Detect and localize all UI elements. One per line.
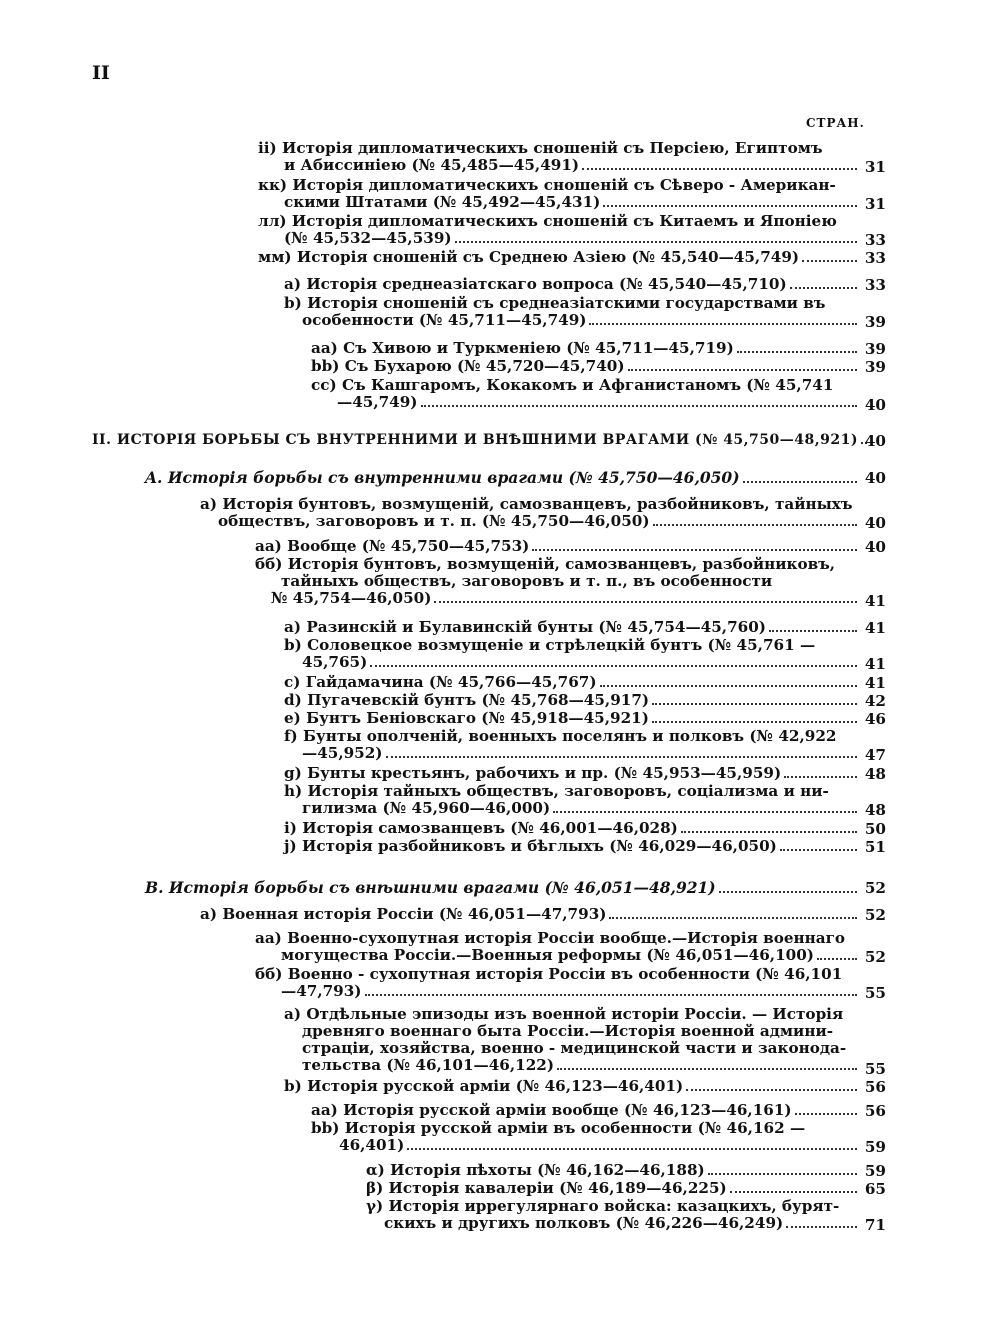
page-ref: 52 [864,906,886,924]
toc-entry [284,728,860,762]
toc-entry-line: тельства (№ 46,101—46,122) [302,1056,555,1074]
toc-entry-line: аа) Вообще (№ 45,750—45,753) [255,537,530,555]
page-ref: 40 [864,514,886,532]
toc-entry [258,249,860,266]
toc-entry-line: a) Исторія бунтовъ, возмущеній, самозванцевъ, разбойниковъ, тайныхъ [200,495,853,513]
toc-subsection-heading [145,469,860,487]
toc-entry [284,710,860,727]
toc-entry [284,295,860,329]
toc-entry [255,930,860,964]
toc-entry-line: bb) Исторія русской арміи въ особенности (№ 46,162 — [311,1119,806,1137]
toc-entry [284,619,860,636]
page-ref: 55 [864,1060,886,1078]
toc-entry-line: d) Пугачевскій бунтъ (№ 45,768—45,917) [284,691,650,709]
page-ref: 33 [864,231,886,249]
page-ref: 51 [864,838,886,856]
toc-entry-line: древняго военнаго быта Россіи.—Исторія военной админи- [302,1022,834,1040]
toc-entry [311,340,860,357]
page-column-label: СТРАН. [806,116,865,130]
toc-entry-line: (№ 45,532—45,539) [284,229,452,247]
toc-entry-line: № 45,754—46,050) [271,589,432,607]
toc-entry-line: ii) Исторія дипломатическихъ сношеній съ Персіею, Египтомъ [258,139,823,157]
page-ref: 33 [864,276,886,294]
toc-entry-line: e) Бунтъ Беніовскаго (№ 45,918—45,921) [284,709,649,727]
page-ref: 40 [864,396,886,414]
toc-entry [258,177,860,211]
toc-entry-line: тайныхъ обществъ, заговоровъ и т. п., въ особенности [281,572,773,590]
toc-entry-line: b) Соловецкое возмущеніе и стрѣлецкій бунтъ (№ 45,761 — [284,636,816,654]
toc-entry [258,213,860,247]
toc-entry [284,1006,860,1074]
toc-entry-line: b) Исторія русской арміи (№ 46,123—46,401) [284,1077,684,1095]
page-ref: 39 [864,340,886,358]
page-ref: 41 [864,655,886,673]
toc-entry-line: особенности (№ 45,711—45,749) [302,311,587,329]
page-number: II [92,62,110,84]
toc-entry-line: i) Исторія самозванцевъ (№ 46,001—46,028) [284,819,678,837]
toc-entry-line: f) Бунты ополченій, военныхъ поселянъ и полковъ (№ 42,922 [284,727,837,745]
page-ref: 46 [864,710,886,728]
toc-entry-line: cc) Съ Кашгаромъ, Кокакомъ и Афганистаномъ (№ 45,741 [311,376,834,394]
toc-entry [284,783,860,817]
toc-entry-line: и Абиссиніею (№ 45,485—45,491) [284,156,580,174]
page-ref: 65 [864,1180,886,1198]
toc-entry [284,820,860,837]
toc-section-heading [92,432,860,449]
toc-entry-line: скихъ и другихъ полковъ (№ 46,226—46,249) [384,1214,784,1232]
toc-entry-line: γ) Исторія иррегулярнаго войска: казацкихъ, бурят- [366,1197,840,1215]
toc-entry [311,377,860,411]
toc-entry-line: j) Исторія разбойниковъ и бѣглыхъ (№ 46,029—46,050) [284,837,777,855]
toc-entry-line: II. ИСТОРІЯ БОРЬБЫ СЪ ВНУТРЕННИМИ И ВНѢШНИМИ ВРАГАМИ (№ 45,750—48,921) [92,432,858,448]
page-ref: 59 [864,1162,886,1180]
toc-entry [284,1078,860,1095]
toc-entry [284,674,860,691]
toc-entry [284,838,860,855]
toc-entry-line: кк) Исторія дипломатическихъ сношеній съ Сѣверо - Американ- [258,176,836,194]
toc-entry-line: аа) Военно-сухопутная исторія Россіи вообще.—Исторія военнаго [255,929,846,947]
page-ref: 39 [864,358,886,376]
toc-entry-line: скими Штатами (№ 45,492—45,431) [284,193,601,211]
toc-subsection-heading [145,879,860,897]
toc-entry-line: страціи, хозяйства, военно - медицинской части и законода- [302,1039,847,1057]
toc-entry [311,1102,860,1119]
page-ref: 56 [864,1078,886,1096]
toc-entry [258,140,860,174]
toc-entry-line: 46,401) [339,1136,405,1154]
toc-entry [284,637,860,671]
toc-entry-line: h) Исторія тайныхъ обществъ, заговоровъ, соціализма и ни- [284,782,829,800]
toc-entry [255,966,860,1000]
toc-entry [255,538,860,555]
toc-entry-line: —47,793) [281,982,362,1000]
toc-entry-line: g) Бунты крестьянъ, рабочихъ и пр. (№ 45,953—45,959) [284,764,782,782]
page-ref: 40 [864,432,886,450]
page-ref: 48 [864,801,886,819]
page-ref: 31 [864,195,886,213]
page-ref: 52 [864,879,886,897]
toc-entry-line: гилизма (№ 45,960—46,000) [302,799,551,817]
toc-entry-line: обществъ, заговоровъ и т. п. (№ 45,750—46,050) [218,512,650,530]
page-ref: 59 [864,1138,886,1156]
toc-entry-line: мм) Исторія сношеній съ Среднею Азіею (№ 45,540—45,749) [258,248,800,266]
toc-entry [255,556,860,607]
toc-entry-line: a) Отдѣльные эпизоды изъ военной исторіи Россіи. — Исторія [284,1005,844,1023]
toc-entry [366,1198,860,1232]
toc-entry [284,692,860,709]
page-ref: 40 [864,538,886,556]
page-ref: 40 [864,469,886,487]
toc-entry-line: b) Исторія сношеній съ среднеазіатскими государствами въ [284,294,826,312]
toc-entry-line: a) Разинскій и Булавинскій бунты (№ 45,754—45,760) [284,618,766,636]
toc-entry [200,906,860,923]
page-ref: 50 [864,820,886,838]
toc-entry [284,765,860,782]
toc-entry-line: —45,749) [337,393,418,411]
toc-entry-line: B. Исторія борьбы съ внѣшними врагами (№ 46,051—48,921) [145,878,716,897]
toc-entry [366,1180,860,1197]
page-ref: 41 [864,674,886,692]
page-ref: 71 [864,1216,886,1234]
toc-entry-line: bb) Съ Бухарою (№ 45,720—45,740) [311,357,625,375]
page-ref: 39 [864,313,886,331]
page-ref: 33 [864,249,886,267]
page-ref: 52 [864,948,886,966]
toc-entry-line: —45,952) [302,744,383,762]
page-ref: 42 [864,692,886,710]
page-ref: 41 [864,592,886,610]
toc-entry-line: a) Исторія среднеазіатскаго вопроса (№ 45,540—45,710) [284,275,787,293]
page-ref: 48 [864,765,886,783]
toc-entry-line: 45,765) [302,653,368,671]
page-ref: 47 [864,746,886,764]
page-ref: 41 [864,619,886,637]
toc-entry-line: A. Исторія борьбы съ внутренними врагами (№ 45,750—46,050) [145,468,740,487]
toc-entry-line: c) Гайдамачина (№ 45,766—45,767) [284,673,597,691]
toc-entry-line: бб) Исторія бунтовъ, возмущеній, самозванцевъ, разбойниковъ, [255,555,836,573]
toc-entry-line: лл) Исторія дипломатическихъ сношеній съ Китаемъ и Японіею [258,212,837,230]
toc-entry-line: aa) Съ Хивою и Туркменіею (№ 45,711—45,719) [311,339,734,357]
toc-entry [284,276,860,293]
toc-entry-line: бб) Военно - сухопутная исторія Россіи въ особенности (№ 46,101 [255,965,843,983]
page-ref: 55 [864,984,886,1002]
toc-entry-line: β) Исторія кавалеріи (№ 46,189—46,225) [366,1179,727,1197]
page-ref: 56 [864,1102,886,1120]
toc-entry [200,496,860,530]
toc-entry-line: α) Исторія пѣхоты (№ 46,162—46,188) [366,1161,705,1179]
page-ref: 31 [864,158,886,176]
toc-entry [311,1120,860,1154]
toc-entry-line: aa) Исторія русской арміи вообще (№ 46,123—46,161) [311,1101,792,1119]
toc-entry [311,358,860,375]
toc-entry-line: a) Военная исторія Россіи (№ 46,051—47,793) [200,905,607,923]
toc-entry-line: могущества Россіи.—Военныя реформы (№ 46,051—46,100) [281,946,814,964]
toc-entry [366,1162,860,1179]
